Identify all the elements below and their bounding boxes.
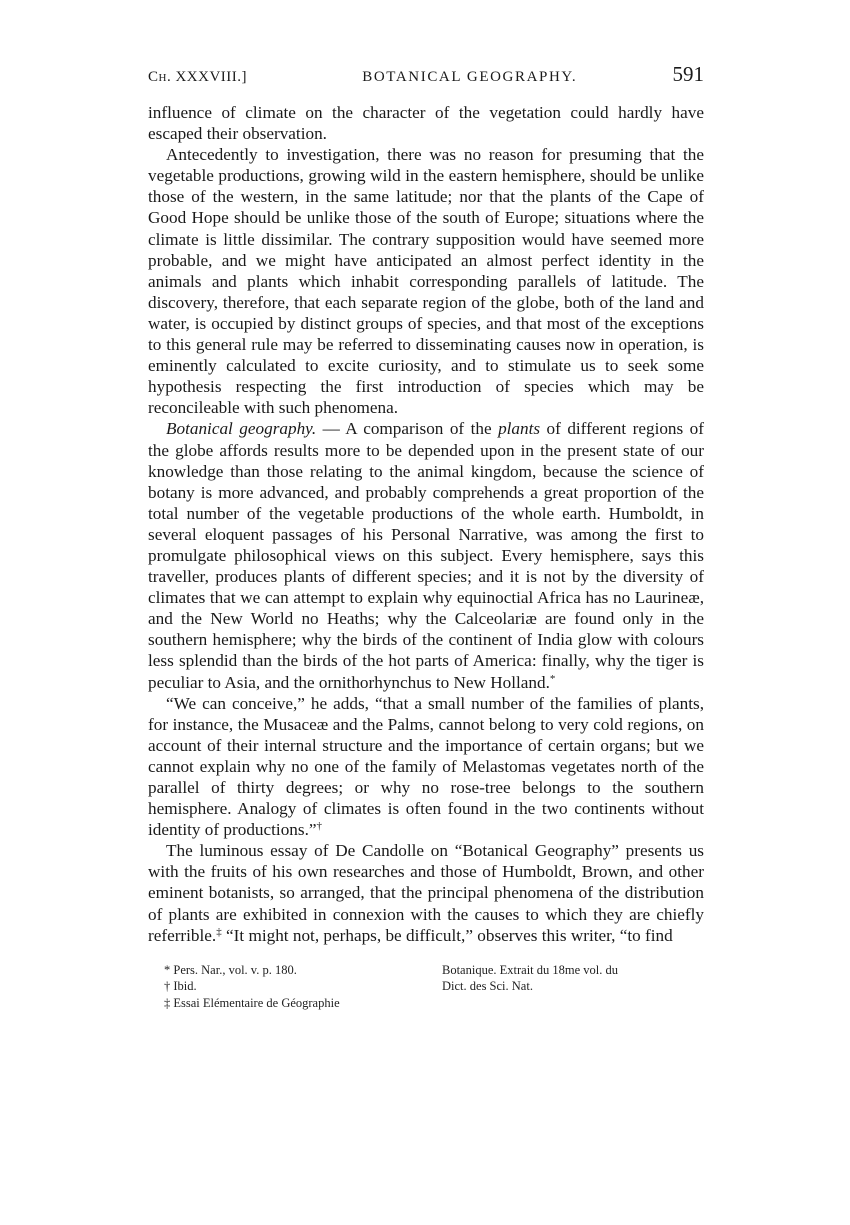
paragraph-text: Antecedently to investigation, there was no reason for presuming that the vegetable productions, growing wild in the eastern hemisphere, should be unlike those of the western, in the same latitude; nor that the plants of the Cape of Good Hope should be unlike those of the south of Europe; situations where the climate is little dissimilar. The contrary supposition would have seemed more probable, and we might have anticipated an almost perfect identity in the animals and plants which inhabit corresponding parallels of latitude. The discovery, therefore, that each separate region of the globe, both of the land and water, is occupied by distinct groups of species, and that most of the exceptions to this general rule may be referred to disseminating causes now in operation, is eminently calculated to excite curiosity, and to stimulate us to seek some hypothesis respecting the first introduction of species which may be reconcileable with such phenomena. (148, 145, 704, 418)
footnote-marker: ‡ (216, 925, 222, 938)
page-number: 591 (672, 62, 704, 86)
chapter-label: Ch. XXXVIII.] (148, 69, 248, 85)
book-page (148, 62, 704, 1011)
footnotes-right-column (442, 962, 704, 1012)
footnote-continuation: Botanique. Extrait du 18me vol. du (442, 962, 619, 977)
emphasis: plants (498, 419, 541, 439)
footnote-marker: * (549, 672, 556, 685)
body-text (148, 102, 704, 946)
running-title: BOTANICAL GEOGRAPHY. (362, 69, 578, 85)
heading-dash: — A comparison of the (316, 419, 499, 439)
paragraph (148, 102, 704, 144)
footnotes (148, 962, 704, 1012)
paragraph-text: of different regions of the globe affords results more to be depended upon in the present state of our knowledge than those relating to the animal kingdom, because the science of botany is more advanced, and probably comprehends a great proportion of the total number of the vegetable productions of the whole earth. Humboldt, in several eloquent passages of his Personal Narrative, was among the first to promulgate philosophical views on this subject. Every hemisphere, says this traveller, produces plants of different species; and it is not by the diversity of climates that we can attempt to explain why equinoctial Africa has no Laurineæ, and the New World no Heaths; why the Calceolariæ are found only in the southern hemisphere; why the birds of the continent of India glow with colours less splendid than the birds of the hot parts of America: finally, why the tiger is peculiar to Asia, and the ornithorhynchus to New Holland. (148, 419, 704, 692)
paragraph (148, 144, 704, 418)
paragraph-text: “We can conceive,” he adds, “that a small number of the families of plants, for instance, the Musaceæ and the Palms, cannot belong to very cold regions, on account of their internal structure and the importance of certain organs; but we cannot explain why no one of the family of Melastomas vegetates north of the parallel of thirty degrees; or why no rose-tree belongs to the southern hemisphere. Analogy of climates is often found in the two continents without identity of productions.” (148, 693, 704, 840)
paragraph (148, 418, 704, 692)
paragraph-text: The luminous essay of De Candolle on “Botanical Geography” presents us with the fruits of his own researches and those of Humboldt, Brown, and other eminent botanists, so arranged, that the principal phenomena of the distribution of plants are exhibited in connexion with the causes to which they are chiefly referrible. (148, 841, 704, 945)
section-heading: Botanical geography. (166, 419, 317, 439)
paragraph-text: influence of climate on the character of the vegetation could hardly have escaped their observation. (148, 103, 704, 144)
footnote-marker: † (316, 820, 323, 833)
footnote: † Ibid. (164, 979, 197, 994)
running-head (148, 62, 704, 102)
paragraph (148, 693, 704, 841)
footnote: ‡ Essai Elémentaire de Géographie (164, 995, 340, 1010)
paragraph-text-continued: “It might not, perhaps, be difficult,” observes this writer, “to find (221, 925, 673, 945)
footnotes-left-column (148, 962, 434, 1012)
footnote-continuation: Dict. des Sci. Nat. (442, 979, 533, 994)
paragraph (148, 840, 704, 945)
footnote: * Pers. Nar., vol. v. p. 180. (164, 962, 297, 977)
